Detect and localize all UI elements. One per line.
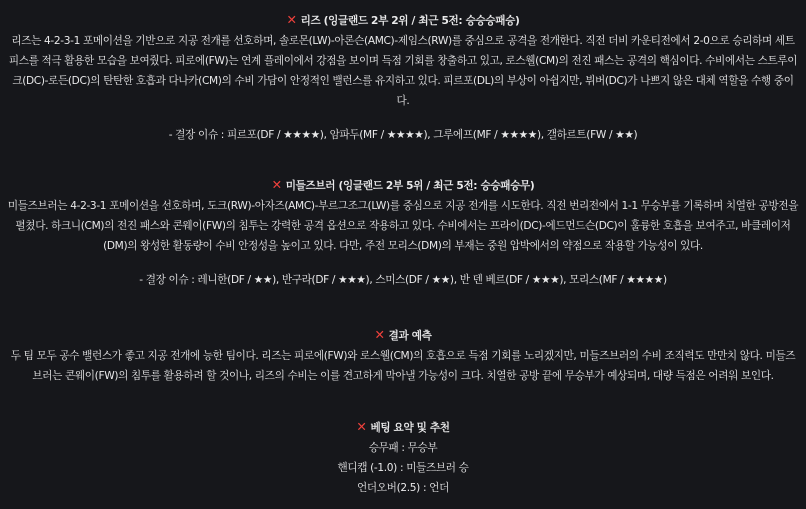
section-body: 두 팀 모두 공수 밸런스가 좋고 지공 전개에 능한 팀이다. 리즈는 피로에(FW)와 로스웰(CM)의 호흡으로 득점 기회를 노리겠지만, 미들즈브러의 수비 조직력도 만만치 않다. 미들즈브러는 콘웨이(FW)의 침투를 활용하려 할 것이나, 리즈의 수비는 이를 견고하게 막아낼 가능성이 크다. 치열한 공방 끝에 무승부가 예상되며, 대량 득점은 어려워 보인다. xyxy=(10,350,796,382)
section-body: 미들즈브러는 4-2-3-1 포메이션을 선호하며, 도크(RW)-아자즈(AMC)-부르그조그(LW)를 중심으로 지공 전개를 시도한다. 직전 번리전에서 1-1 무승부를 기록하며 치열한 공방전을 펼쳤다. 하크니(CM)의 전진 패스와 콘웨이(FW)의 침투는 강력한 공격 옵션으로 작용하고 있다. 수비에서는 프라이(DC)-에드먼드슨(DC)이 훌륭한 호흡을 보여주고, 바클레이저(DM)의 왕성한 활동량이 수비 안정성을 높이고 있다. 다만, 주전 모리스(DM)의 부재는 중원 압박에서의 약점으로 작용할 가능성이 있다. xyxy=(7,200,799,252)
section-title: 베팅 요약 및 추천 xyxy=(370,422,450,434)
cross-mark-icon: ✕ xyxy=(356,419,367,434)
bet-over-under-line: 언더오버(2.5) : 언더 xyxy=(357,482,449,494)
section-leeds xyxy=(7,10,799,145)
section-prediction xyxy=(7,325,799,386)
section-middlesbrough xyxy=(7,175,799,290)
section-betting-summary xyxy=(7,417,799,498)
missing-players: - 결장 이슈 : 레니한(DF / ★★), 반구라(DF / ★★★), 스미스(DF / ★★), 반 덴 베르(DF / ★★★), 모리스(MF / ★★★★) xyxy=(139,274,667,286)
cross-mark-icon: ✕ xyxy=(271,177,282,192)
section-title: 리즈 (잉글랜드 2부 2위 / 최근 5전: 승승승패승) xyxy=(300,15,520,27)
bet-result-line: 승무패 : 무승부 xyxy=(368,442,438,454)
section-title: 결과 예측 xyxy=(388,330,432,342)
missing-players: - 결장 이슈 : 피르포(DF / ★★★★), 암파두(MF / ★★★★), 그루에프(MF / ★★★★), 갤하르트(FW / ★★) xyxy=(168,129,638,141)
cross-mark-icon: ✕ xyxy=(286,12,297,27)
section-body: 리즈는 4-2-3-1 포메이션을 기반으로 지공 전개를 선호하며, 솔로몬(LW)-아론슨(AMC)-제임스(RW)를 중심으로 공격을 전개한다. 직전 더비 카운티전에서 2-0으로 승리하며 세트피스를 적극 활용한 모습을 보여줬다. 피로에(FW)는 연계 플레이에서 강점을 보이며 득점 기회를 창출하고 있고, 로스웰(CM)의 전진 패스는 공격의 핵심이다. 수비에서는 스트루이크(DC)-로든(DC)의 탄탄한 호흡과 다나카(CM)의 수비 가담이 안정적인 밸런스를 유지하고 있다. 피르포(DL)의 부상이 아쉽지만, 뷔버(DC)가 나쁘지 않은 대체 역할을 수행 중이다. xyxy=(8,35,798,107)
section-heading xyxy=(7,10,799,31)
section-heading xyxy=(7,417,799,438)
section-heading xyxy=(7,175,799,196)
bet-handicap-line: 핸디캡 (-1.0) : 미들즈브러 승 xyxy=(337,462,469,474)
section-title: 미들즈브러 (잉글랜드 2부 5위 / 최근 5전: 승승패승무) xyxy=(285,180,535,192)
cross-mark-icon: ✕ xyxy=(374,327,385,342)
section-heading xyxy=(7,325,799,346)
